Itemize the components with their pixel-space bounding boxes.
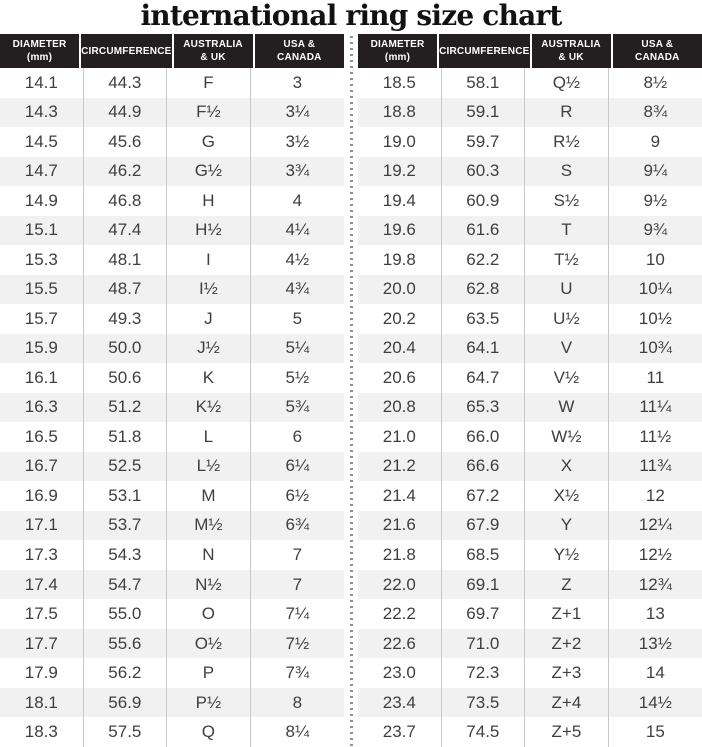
table-cell: 23.7 xyxy=(358,717,442,747)
table-row xyxy=(0,216,344,246)
table-cell: I xyxy=(167,245,251,275)
table-cell: 72.3 xyxy=(442,658,526,688)
table-cell: 15.9 xyxy=(0,334,84,364)
table-cell: Z xyxy=(525,570,609,600)
table-cell: O xyxy=(167,599,251,629)
table-cell: 73.5 xyxy=(442,688,526,718)
table-cell: 22.6 xyxy=(358,629,442,659)
table-cell: G xyxy=(167,127,251,157)
table-row xyxy=(358,717,702,747)
table-cell: 51.2 xyxy=(84,393,168,423)
table-cell: 14.1 xyxy=(0,68,84,98)
table-cell: H xyxy=(167,186,251,216)
dotted-divider-line xyxy=(350,36,353,747)
table-cell: 18.8 xyxy=(358,98,442,128)
table-row xyxy=(0,334,344,364)
table-cell: 8¾ xyxy=(643,102,668,122)
table-cell: Q½ xyxy=(525,68,609,98)
table-cell: 5 xyxy=(292,308,303,328)
table-cell: 3¾ xyxy=(285,161,310,181)
table-cell: 15 xyxy=(645,722,665,742)
table-cell: S xyxy=(525,157,609,187)
table-row xyxy=(358,540,702,570)
table-cell: 56.2 xyxy=(84,658,168,688)
table-cell: Z+4 xyxy=(525,688,609,718)
table-cell: 18.5 xyxy=(358,68,442,98)
column-header-line: CIRCUMFERENCE xyxy=(81,45,172,57)
table-cell: W xyxy=(525,393,609,423)
table-cell: 10¼ xyxy=(638,279,672,299)
column-header-circumference xyxy=(81,34,173,68)
table-cell: 69.7 xyxy=(442,599,526,629)
table-cell: 11½ xyxy=(639,426,672,446)
table-row xyxy=(358,216,702,246)
table-cell: 7 xyxy=(292,574,303,594)
table-cell: Q xyxy=(167,717,251,747)
column-header-usa-canada xyxy=(613,34,702,68)
table-row xyxy=(358,304,702,334)
table-cell: 14.9 xyxy=(0,186,84,216)
table-row xyxy=(0,658,344,688)
table-cell: 12½ xyxy=(638,545,672,564)
table-cell: 14.5 xyxy=(0,127,84,157)
table-header-row xyxy=(358,34,702,68)
table-cell: 54.7 xyxy=(84,570,168,600)
table-cell: 4¾ xyxy=(285,279,310,299)
page-title: international ring size chart xyxy=(140,0,562,32)
table-cell: 62.8 xyxy=(442,275,526,305)
table-cell: L xyxy=(167,422,251,452)
table-cell: 5¼ xyxy=(285,338,310,358)
table-cell: X xyxy=(525,452,609,482)
table-cell: 67.2 xyxy=(442,481,526,511)
table-cell: 55.6 xyxy=(84,629,168,659)
column-header-line: CANADA xyxy=(635,52,680,63)
table-row xyxy=(0,98,344,128)
table-cell: M xyxy=(167,481,251,511)
table-cell: X½ xyxy=(525,481,609,511)
column-header-line: (mm) xyxy=(26,52,53,63)
table-cell: 71.0 xyxy=(442,629,526,659)
table-cell: 53.7 xyxy=(84,511,168,541)
ring-size-table-right xyxy=(358,34,702,747)
table-row xyxy=(0,422,344,452)
table-row xyxy=(358,363,702,393)
table-cell: 60.9 xyxy=(442,186,526,216)
column-header-diameter xyxy=(358,34,439,68)
table-row xyxy=(0,304,344,334)
table-cell: S½ xyxy=(525,186,609,216)
table-cell: 7 xyxy=(292,545,303,564)
table-cell: 56.9 xyxy=(84,688,168,718)
column-header-australia-uk xyxy=(174,34,255,68)
table-cell: 59.1 xyxy=(442,98,526,128)
table-cell: U xyxy=(525,275,609,305)
table-cell: 16.5 xyxy=(0,422,84,452)
table-cell: T xyxy=(525,216,609,246)
table-cell: 14.3 xyxy=(0,98,84,128)
table-cell: 4¼ xyxy=(285,220,310,240)
table-cell: I½ xyxy=(167,275,251,305)
table-cell: N½ xyxy=(167,570,251,600)
table-row xyxy=(0,363,344,393)
column-header-line: (mm) xyxy=(384,52,411,63)
table-cell: 11¾ xyxy=(639,456,672,476)
table-cell: 13 xyxy=(645,604,665,624)
table-cell: 66.0 xyxy=(442,422,526,452)
table-cell: 50.6 xyxy=(84,363,168,393)
table-body-right xyxy=(358,68,702,747)
table-cell: 16.7 xyxy=(0,452,84,482)
table-cell: 64.1 xyxy=(442,334,526,364)
table-row xyxy=(358,658,702,688)
column-header-diameter xyxy=(0,34,81,68)
table-row xyxy=(0,540,344,570)
table-cell: G½ xyxy=(167,157,251,187)
table-cell: Z+5 xyxy=(525,717,609,747)
table-cell: Z+3 xyxy=(525,658,609,688)
table-cell: 12 xyxy=(645,485,665,505)
table-cell: 59.7 xyxy=(442,127,526,157)
table-cell: P xyxy=(167,658,251,688)
table-row xyxy=(0,717,344,747)
table-cell: 11 xyxy=(646,367,665,387)
table-row xyxy=(0,688,344,718)
table-cell: 20.8 xyxy=(358,393,442,423)
table-cell: K½ xyxy=(167,393,251,423)
table-cell: 52.5 xyxy=(84,452,168,482)
table-cell: P½ xyxy=(167,688,251,718)
table-cell: 67.9 xyxy=(442,511,526,541)
table-cell: 65.3 xyxy=(442,393,526,423)
table-cell: 12¾ xyxy=(638,574,672,594)
table-row xyxy=(358,127,702,157)
table-cell: 4½ xyxy=(285,249,310,269)
table-cell: 46.8 xyxy=(84,186,168,216)
table-row xyxy=(358,186,702,216)
column-header-circumference xyxy=(439,34,531,68)
table-cell: 63.5 xyxy=(442,304,526,334)
table-cell: 5½ xyxy=(285,367,310,387)
table-cell: 8½ xyxy=(643,72,668,92)
table-cell: 6 xyxy=(292,426,303,446)
table-cell: 48.7 xyxy=(84,275,168,305)
column-header-usa-canada xyxy=(255,34,344,68)
table-cell: 6¼ xyxy=(285,456,310,476)
table-cell: K xyxy=(167,363,251,393)
table-divider xyxy=(344,34,358,747)
table-row xyxy=(0,127,344,157)
table-cell: J xyxy=(167,304,251,334)
table-row xyxy=(0,157,344,187)
table-cell: 20.0 xyxy=(358,275,442,305)
table-cell: 7¼ xyxy=(285,604,310,624)
table-cell: 57.5 xyxy=(84,717,168,747)
table-row xyxy=(0,245,344,275)
table-cell: 48.1 xyxy=(84,245,168,275)
table-cell: 22.0 xyxy=(358,570,442,600)
table-body-left xyxy=(0,68,344,747)
table-cell: 19.0 xyxy=(358,127,442,157)
table-cell: 21.6 xyxy=(358,511,442,541)
table-cell: 50.0 xyxy=(84,334,168,364)
table-cell: Z+1 xyxy=(525,599,609,629)
table-row xyxy=(0,68,344,98)
table-cell: 14.7 xyxy=(0,157,84,187)
table-row xyxy=(358,157,702,187)
table-cell: 19.4 xyxy=(358,186,442,216)
table-cell: 16.1 xyxy=(0,363,84,393)
table-cell: R½ xyxy=(525,127,609,157)
ring-size-table-left xyxy=(0,34,344,747)
table-cell: 10¾ xyxy=(638,338,672,358)
table-cell: 61.6 xyxy=(442,216,526,246)
table-cell: 12¼ xyxy=(638,515,672,535)
table-cell: 17.9 xyxy=(0,658,84,688)
table-cell: 17.7 xyxy=(0,629,84,659)
table-cell: 3½ xyxy=(285,131,310,151)
table-cell: 21.0 xyxy=(358,422,442,452)
table-cell: 11¼ xyxy=(639,397,672,417)
table-cell: M½ xyxy=(167,511,251,541)
table-row xyxy=(0,393,344,423)
table-row xyxy=(358,422,702,452)
table-row xyxy=(358,68,702,98)
column-header-line: & UK xyxy=(200,52,226,63)
table-cell: 19.8 xyxy=(358,245,442,275)
table-cell: F½ xyxy=(167,98,251,128)
table-cell: 22.2 xyxy=(358,599,442,629)
table-cell: 47.4 xyxy=(84,216,168,246)
table-cell: 8 xyxy=(292,692,303,712)
table-cell: 53.1 xyxy=(84,481,168,511)
table-cell: 20.6 xyxy=(358,363,442,393)
table-cell: 64.7 xyxy=(442,363,526,393)
table-cell: 44.3 xyxy=(84,68,168,98)
table-cell: 15.3 xyxy=(0,245,84,275)
table-cell: 17.1 xyxy=(0,511,84,541)
table-cell: 16.9 xyxy=(0,481,84,511)
table-cell: J½ xyxy=(167,334,251,364)
table-row xyxy=(0,629,344,659)
table-cell: 8¼ xyxy=(285,722,310,742)
table-row xyxy=(358,688,702,718)
table-cell: 10 xyxy=(645,249,665,269)
table-cell: 58.1 xyxy=(442,68,526,98)
table-cell: 9½ xyxy=(643,190,668,210)
table-cell: Y½ xyxy=(525,540,609,570)
table-cell: 15.1 xyxy=(0,216,84,246)
table-cell: W½ xyxy=(525,422,609,452)
column-header-line: AUSTRALIA xyxy=(541,39,601,50)
table-cell: 15.7 xyxy=(0,304,84,334)
table-cell: V xyxy=(525,334,609,364)
table-cell: L½ xyxy=(167,452,251,482)
table-cell: 19.6 xyxy=(358,216,442,246)
table-cell: 17.3 xyxy=(0,540,84,570)
table-row xyxy=(358,629,702,659)
table-cell: Y xyxy=(525,511,609,541)
table-cell: F xyxy=(167,68,251,98)
table-cell: 9¾ xyxy=(643,220,668,240)
table-cell: 21.8 xyxy=(358,540,442,570)
table-row xyxy=(358,245,702,275)
table-cell: 15.5 xyxy=(0,275,84,305)
column-header-line: CIRCUMFERENCE xyxy=(439,45,530,57)
table-cell: R xyxy=(525,98,609,128)
table-cell: 60.3 xyxy=(442,157,526,187)
table-cell: 14½ xyxy=(638,692,672,712)
table-cell: 18.3 xyxy=(0,717,84,747)
table-row xyxy=(0,570,344,600)
table-cell: 23.4 xyxy=(358,688,442,718)
table-cell: V½ xyxy=(525,363,609,393)
table-cell: 17.5 xyxy=(0,599,84,629)
table-cell: 23.0 xyxy=(358,658,442,688)
table-cell: 7¾ xyxy=(285,663,310,683)
table-cell: 14 xyxy=(645,663,665,683)
table-cell: 18.1 xyxy=(0,688,84,718)
table-cell: U½ xyxy=(525,304,609,334)
column-header-line: AUSTRALIA xyxy=(183,39,243,50)
table-row xyxy=(358,599,702,629)
table-cell: 19.2 xyxy=(358,157,442,187)
table-cell: 3 xyxy=(292,72,303,92)
column-header-line: DIAMETER xyxy=(12,39,67,50)
table-cell: Z+2 xyxy=(525,629,609,659)
table-cell: 17.4 xyxy=(0,570,84,600)
table-cell: 68.5 xyxy=(442,540,526,570)
table-cell: 74.5 xyxy=(442,717,526,747)
table-row xyxy=(358,334,702,364)
column-header-line: & UK xyxy=(558,52,584,63)
table-row xyxy=(358,393,702,423)
table-cell: 20.4 xyxy=(358,334,442,364)
table-cell: 13½ xyxy=(638,633,672,653)
table-cell: N xyxy=(167,540,251,570)
column-header-line: USA & xyxy=(641,39,674,50)
table-row xyxy=(358,570,702,600)
table-cell: 3¼ xyxy=(285,102,310,122)
tables-container xyxy=(0,34,702,747)
table-cell: 4 xyxy=(292,190,303,210)
column-header-line: USA & xyxy=(283,39,316,50)
table-cell: 54.3 xyxy=(84,540,168,570)
table-row xyxy=(0,511,344,541)
table-cell: 5¾ xyxy=(285,397,310,417)
table-cell: 45.6 xyxy=(84,127,168,157)
table-cell: 21.4 xyxy=(358,481,442,511)
table-cell: 46.2 xyxy=(84,157,168,187)
table-cell: 49.3 xyxy=(84,304,168,334)
table-row xyxy=(358,511,702,541)
table-row xyxy=(358,452,702,482)
column-header-line: CANADA xyxy=(277,52,322,63)
column-header-australia-uk xyxy=(532,34,613,68)
table-row xyxy=(358,481,702,511)
table-cell: 51.8 xyxy=(84,422,168,452)
table-row xyxy=(358,275,702,305)
table-cell: 62.2 xyxy=(442,245,526,275)
table-row xyxy=(0,186,344,216)
table-cell: 9¼ xyxy=(643,161,668,181)
table-cell: 10½ xyxy=(638,308,672,328)
table-cell: 6½ xyxy=(285,485,310,505)
table-row xyxy=(358,98,702,128)
table-cell: 44.9 xyxy=(84,98,168,128)
table-cell: 66.6 xyxy=(442,452,526,482)
table-cell: 6¾ xyxy=(285,515,310,535)
column-header-line: DIAMETER xyxy=(370,39,425,50)
table-cell: O½ xyxy=(167,629,251,659)
table-cell: H½ xyxy=(167,216,251,246)
table-row xyxy=(0,275,344,305)
table-cell: 9 xyxy=(650,131,661,151)
table-cell: 55.0 xyxy=(84,599,168,629)
table-cell: 21.2 xyxy=(358,452,442,482)
table-cell: 16.3 xyxy=(0,393,84,423)
table-row xyxy=(0,599,344,629)
table-row xyxy=(0,481,344,511)
table-cell: 20.2 xyxy=(358,304,442,334)
table-cell: 69.1 xyxy=(442,570,526,600)
table-cell: 7½ xyxy=(285,633,310,653)
table-row xyxy=(0,452,344,482)
table-cell: T½ xyxy=(525,245,609,275)
table-header-row xyxy=(0,34,344,68)
